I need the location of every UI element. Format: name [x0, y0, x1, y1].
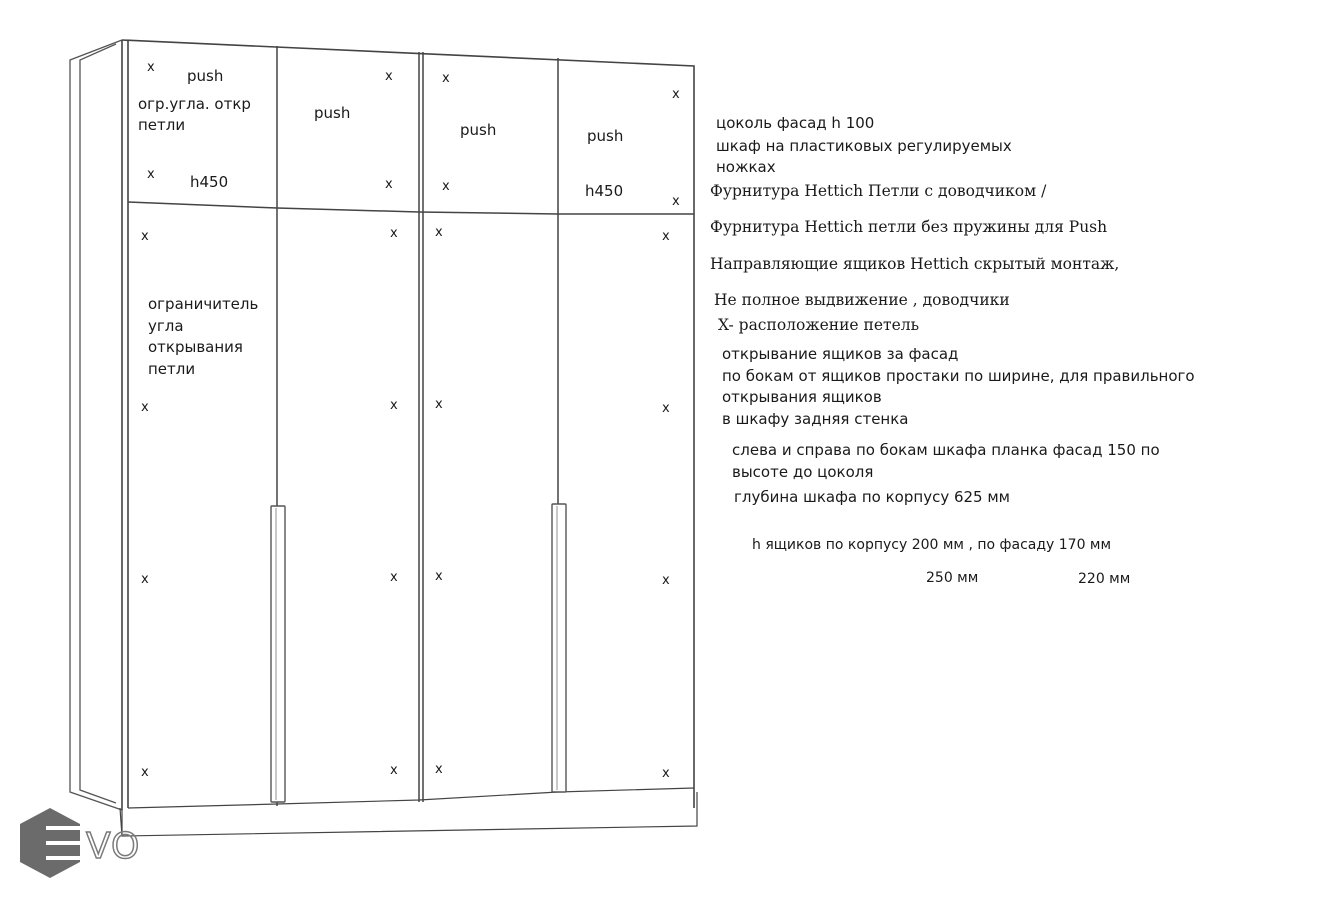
hinge-marker: x	[141, 400, 149, 415]
door-divisions	[128, 46, 694, 808]
label-h450-left: h450	[190, 173, 229, 191]
handle-right	[552, 504, 566, 792]
note-hinges-soft-close: Фурнитура Hettich Петли с доводчиком /	[710, 182, 1047, 200]
note-side-trim-2: высоте до цоколя	[732, 463, 874, 481]
note-depth: глубина шкафа по корпусу 625 мм	[734, 488, 1010, 506]
label-push-2: push	[314, 104, 351, 122]
note-back-panel: в шкафу задняя стенка	[722, 410, 909, 428]
hinge-marker: x	[672, 87, 680, 102]
hinge-marker: x	[147, 167, 155, 182]
note-legs-2: ножках	[716, 158, 776, 176]
hinge-marker: x	[435, 569, 443, 584]
hinge-markers	[141, 60, 680, 781]
hinge-marker: x	[442, 179, 450, 194]
hinge-marker: x	[141, 572, 149, 587]
hinge-marker: x	[435, 397, 443, 412]
hinge-marker: x	[435, 225, 443, 240]
note-drawer-height-body: 250 мм	[926, 570, 979, 586]
note-hinges-push: Фурнитура Hettich петли без пружины для Push	[710, 218, 1108, 236]
hinge-marker: x	[390, 226, 398, 241]
note-drawer-height: h ящиков по корпусу 200 мм , по фасаду 170 мм	[752, 537, 1112, 553]
hinge-marker: x	[141, 765, 149, 780]
hinge-marker: x	[385, 177, 393, 192]
note-hinge-legend: X- расположение петель	[718, 316, 920, 334]
hinge-marker: x	[390, 763, 398, 778]
note-partial-extension: Не полное выдвижение , доводчики	[714, 291, 1010, 309]
hinge-marker: x	[435, 762, 443, 777]
cabinet-side-panel	[70, 40, 122, 810]
note-legs: шкаф на пластиковых регулируемых	[716, 137, 1012, 155]
label-h450-right: h450	[585, 182, 624, 200]
hinge-marker: x	[662, 401, 670, 416]
note-plinth: цоколь фасад h 100	[716, 114, 875, 132]
hinge-marker: x	[147, 60, 155, 75]
label-push-4: push	[587, 127, 624, 145]
note-side-trim: слева и справа по бокам шкафа планка фасад 150 по	[732, 441, 1160, 459]
hinge-marker: x	[662, 573, 670, 588]
label-push-3: push	[460, 121, 497, 139]
hinge-marker: x	[390, 398, 398, 413]
hinge-marker: x	[662, 229, 670, 244]
note-drawers-behind: открывание ящиков за фасад	[722, 345, 959, 363]
hinge-marker: x	[390, 570, 398, 585]
note-drawer-height-facade: 220 мм	[1078, 571, 1131, 587]
hinge-marker: x	[662, 766, 670, 781]
hinge-marker: x	[385, 69, 393, 84]
cabinet-body	[120, 40, 697, 836]
note-drawer-spacers: по бокам от ящиков простаки по ширине, для правильного	[722, 367, 1195, 385]
note-drawer-spacers-2: открывания ящиков	[722, 388, 882, 406]
hinge-marker: x	[442, 71, 450, 86]
logo-text: VO	[86, 826, 141, 867]
note-drawer-runners: Направляющие ящиков Hettich скрытый монтаж,	[710, 255, 1120, 273]
hinge-marker: x	[141, 229, 149, 244]
handle-left	[271, 506, 285, 802]
label-push-1: push	[187, 67, 224, 85]
hinge-marker: x	[672, 194, 680, 209]
label-limiter-long: ограничитель угла открывания петли	[148, 295, 259, 378]
label-limiter-short: огр.угла. откр петли	[138, 95, 251, 134]
